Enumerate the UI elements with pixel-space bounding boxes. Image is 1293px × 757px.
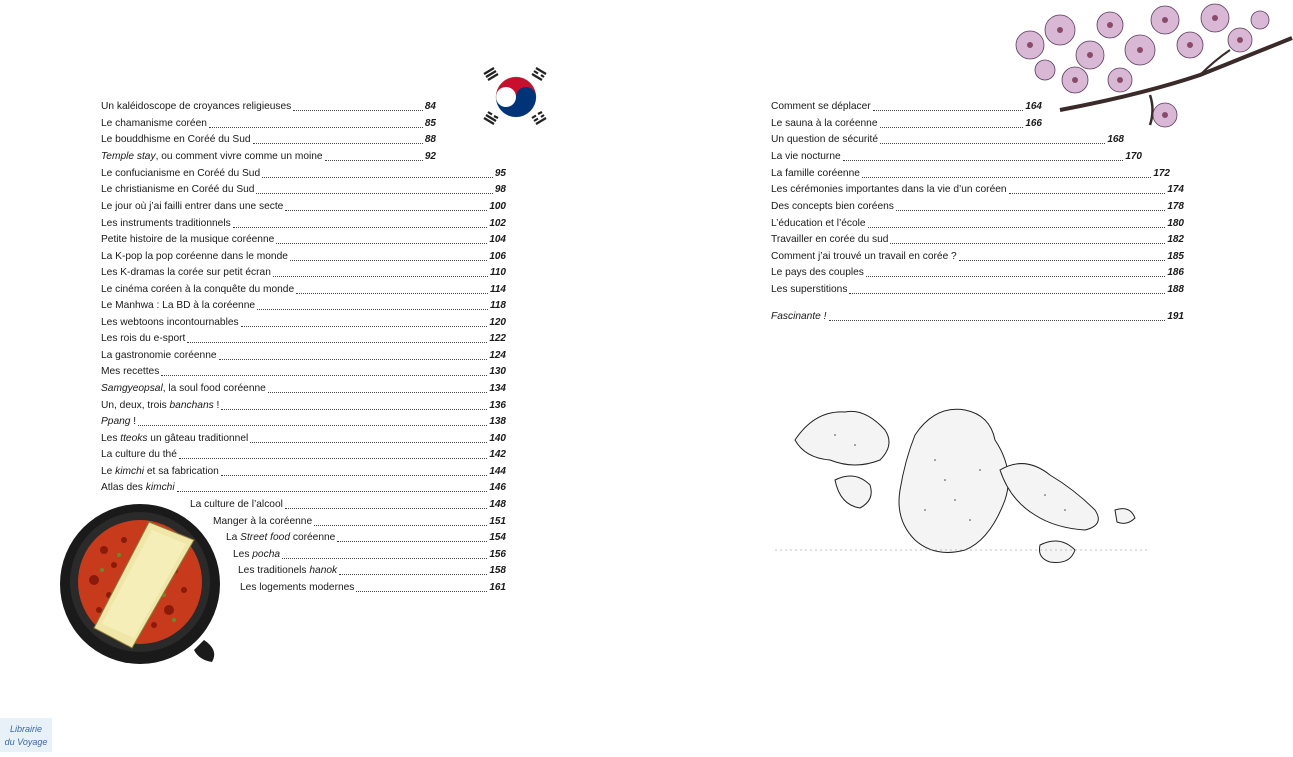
right-toc-page-number: 172 [1153, 168, 1170, 179]
dot-leader [959, 260, 1166, 261]
dot-leader [256, 193, 492, 194]
title-segment: Les [233, 549, 253, 560]
title-segment: Comment j’ai trouvé un travail en corée ? [771, 251, 957, 262]
left-toc-page-number: 98 [494, 184, 506, 195]
left-toc-entry-title [101, 415, 136, 429]
title-segment: La culture de l’alcool [190, 499, 283, 510]
right-toc-entry-title [771, 283, 847, 297]
left-toc-entry [101, 330, 506, 346]
left-toc-page-number: 146 [489, 482, 506, 493]
title-segment: Un question de sécurité [771, 134, 879, 145]
left-toc-entry [101, 198, 506, 214]
right-toc-page-number: 186 [1167, 267, 1184, 278]
left-toc-page-number: 124 [489, 350, 506, 361]
watermark-line1: Librairie [9, 724, 43, 734]
title-segment: La K-pop la pop coréenne dans le monde [101, 251, 288, 262]
left-toc-page-number: 134 [489, 383, 506, 394]
left-toc-entry-title [101, 399, 219, 413]
left-toc-entry-title [101, 283, 294, 297]
left-toc-page-number: 85 [424, 118, 436, 129]
dot-leader [177, 491, 488, 492]
left-toc-entry-title [101, 432, 248, 446]
left-toc-entry [101, 248, 506, 264]
right-toc-entry [771, 264, 1184, 280]
title-segment: Comment se déplacer [771, 101, 871, 112]
title-segment: , la soul food coréenne [162, 383, 266, 394]
left-toc-entry [233, 546, 506, 562]
left-toc-entry [101, 281, 506, 297]
right-toc-entry-title [771, 266, 864, 280]
left-toc-entry-title [101, 332, 185, 346]
title-segment: La famille coréenne [771, 168, 860, 179]
left-toc-page-number: 122 [489, 333, 506, 344]
left-toc-page-number: 158 [489, 565, 506, 576]
dot-leader [290, 260, 487, 261]
left-toc-entry-title [101, 316, 239, 330]
right-toc-entry-title [771, 200, 894, 214]
right-toc-entry [771, 308, 1184, 324]
cherry-blossom-illustration [1000, 0, 1293, 150]
right-toc-entry [771, 281, 1184, 297]
title-segment: Ppang [101, 416, 131, 427]
dot-leader [843, 160, 1124, 161]
left-toc-entry-title [101, 465, 219, 479]
title-segment: Le [101, 466, 116, 477]
title-segment: Le sauna à la coréenne [771, 118, 878, 129]
left-toc-entry [101, 479, 506, 495]
dot-leader [866, 276, 1165, 277]
dot-leader [187, 342, 487, 343]
title-segment: Le pays des couples [771, 267, 864, 278]
right-toc-page-number: 170 [1125, 151, 1142, 162]
left-toc-page-number: 84 [424, 101, 436, 112]
left-toc-page-number: 92 [424, 151, 436, 162]
right-toc-page-number: 178 [1167, 201, 1184, 212]
right-toc-entry-title [771, 310, 827, 324]
title-segment: Travailler en corée du sud [771, 234, 889, 245]
title-segment: La vie nocturne [771, 151, 841, 162]
left-toc-entry-title [101, 167, 260, 181]
left-toc-page-number: 100 [489, 201, 506, 212]
title-segment: La gastronomie coréenne [101, 350, 217, 361]
right-toc-entry [771, 165, 1170, 181]
right-toc-page-number: 164 [1025, 101, 1042, 112]
left-toc-entry-title [101, 266, 271, 280]
title-segment: Les rois du e-sport [101, 333, 186, 344]
dot-leader [262, 177, 493, 178]
title-segment: Le cinéma coréen à la conquête du monde [101, 284, 295, 295]
left-toc-entry [101, 181, 506, 197]
left-toc-entry-title [101, 217, 231, 231]
right-toc-page-number: 174 [1167, 184, 1184, 195]
dot-leader [1009, 193, 1166, 194]
title-segment: Les instruments traditionnels [101, 218, 231, 229]
left-toc-entry [238, 562, 506, 578]
right-toc-entry-title [771, 150, 841, 164]
left-toc-entry [226, 529, 506, 545]
dot-leader [890, 243, 1165, 244]
dot-leader [314, 525, 487, 526]
dot-leader [273, 276, 488, 277]
left-toc-entry-title [101, 349, 217, 363]
dot-leader [241, 326, 488, 327]
dot-leader [325, 160, 423, 161]
title-segment: kimchi [145, 482, 175, 493]
dot-leader [285, 210, 487, 211]
left-toc-entry-title [101, 365, 159, 379]
right-toc-entry [771, 181, 1184, 197]
title-segment: Les logements modernes [240, 582, 355, 593]
right-toc-entry-title [771, 217, 866, 231]
title-segment: kimchi [115, 466, 145, 477]
left-toc-entry [101, 297, 506, 313]
left-toc-entry [213, 513, 506, 529]
left-toc-page-number: 148 [489, 499, 506, 510]
dot-leader [138, 425, 487, 426]
left-toc-entry [101, 314, 506, 330]
left-toc-entry-title [101, 481, 175, 495]
left-toc-entry [101, 131, 436, 147]
dot-leader [161, 375, 487, 376]
title-segment: Les traditionels [238, 565, 310, 576]
dot-leader [268, 392, 487, 393]
left-toc-entry-title [101, 250, 288, 264]
left-toc-entry [101, 215, 506, 231]
dot-leader [868, 227, 1166, 228]
left-toc-entry [101, 430, 506, 446]
title-segment: Samgyeopsal [101, 383, 163, 394]
title-segment: pocha [252, 549, 281, 560]
left-toc-page-number: 156 [489, 549, 506, 560]
left-toc-page-number: 104 [489, 234, 506, 245]
rocky-islands-illustration [775, 400, 1150, 580]
right-toc-page-number: 191 [1167, 311, 1184, 322]
left-toc-entry-title [101, 183, 254, 197]
left-toc-entry-title [101, 448, 177, 462]
dot-leader [356, 591, 487, 592]
title-segment: Le christianisme en Coréé du Sud [101, 184, 255, 195]
right-toc-page-number: 188 [1167, 284, 1184, 295]
dot-leader [209, 127, 423, 128]
left-toc-page-number: 130 [489, 366, 506, 377]
title-segment: Les webtoons incontournables [101, 317, 239, 328]
dot-leader [219, 359, 488, 360]
left-toc-page-number: 120 [489, 317, 506, 328]
left-toc-entry-title [101, 150, 323, 164]
dot-leader [339, 574, 487, 575]
dot-leader [293, 110, 423, 111]
title-segment: coréenne [290, 532, 336, 543]
right-toc-page-number: 166 [1025, 118, 1042, 129]
right-toc-entry-title [771, 183, 1007, 197]
left-toc-entry-title [101, 233, 274, 247]
left-toc-page-number: 161 [489, 582, 506, 593]
left-toc-page-number: 102 [489, 218, 506, 229]
left-toc-entry [101, 397, 506, 413]
dot-leader [849, 293, 1165, 294]
right-toc-entry [771, 248, 1184, 264]
right-toc-entry [771, 148, 1142, 164]
left-toc-entry [101, 264, 506, 280]
title-segment: Les K-dramas la corée sur petit écran [101, 267, 271, 278]
left-toc-entry-title [226, 531, 335, 545]
right-toc-page-number: 180 [1167, 218, 1184, 229]
dot-leader [250, 442, 487, 443]
title-segment: banchans [169, 400, 214, 411]
title-segment: L’éducation et l’école [771, 218, 866, 229]
title-segment: tteoks [120, 433, 148, 444]
left-toc-page-number: 154 [489, 532, 506, 543]
left-toc-page-number: 88 [424, 134, 436, 145]
left-toc-page-number: 138 [489, 416, 506, 427]
dot-leader [233, 227, 488, 228]
dot-leader [862, 177, 1151, 178]
title-segment: Street food [240, 532, 291, 543]
dot-leader [896, 210, 1165, 211]
right-toc-page-number: 168 [1107, 134, 1124, 145]
left-toc-entry [101, 148, 436, 164]
dot-leader [276, 243, 487, 244]
title-segment: Manger à la coréenne [213, 516, 313, 527]
dot-leader [829, 320, 1166, 321]
right-toc-entry [771, 231, 1184, 247]
title-segment: Petite histoire de la musique coréenne [101, 234, 275, 245]
title-segment: Atlas des [101, 482, 146, 493]
left-toc-page-number: 114 [490, 284, 506, 295]
left-toc-entry-title [101, 100, 291, 114]
dot-leader [253, 143, 423, 144]
dot-leader [282, 558, 487, 559]
left-toc-page-number: 136 [489, 400, 506, 411]
right-toc-entry [771, 215, 1184, 231]
left-toc-page-number: 151 [489, 516, 506, 527]
dot-leader [179, 458, 487, 459]
left-toc-entry [240, 579, 506, 595]
dot-leader [296, 293, 488, 294]
title-segment: , ou comment vivre comme un moine [155, 151, 323, 162]
right-toc-page-number: 182 [1167, 234, 1184, 245]
kimchi-pan-illustration [54, 500, 226, 668]
title-segment: et sa fabrication [144, 466, 219, 477]
left-toc-page-number: 95 [494, 168, 506, 179]
left-toc-entry [101, 231, 506, 247]
dot-leader [337, 541, 487, 542]
title-segment: Un, deux, trois [101, 400, 170, 411]
right-toc-entry-title [771, 117, 878, 131]
left-toc-entry [101, 380, 506, 396]
title-segment: Le bouddhisme en Coréé du Sud [101, 134, 251, 145]
title-segment: ! [130, 416, 137, 427]
left-toc-page-number: 118 [490, 300, 506, 311]
left-toc-entry-title [101, 133, 251, 147]
right-toc-entry-title [771, 167, 860, 181]
title-segment: Le chamanisme coréen [101, 118, 207, 129]
left-toc-page-number: 144 [489, 466, 506, 477]
title-segment: un gâteau traditionnel [147, 433, 249, 444]
title-segment: Un kaléidoscope de croyances religieuses [101, 101, 292, 112]
right-toc-entry-title [771, 233, 888, 247]
dot-leader [257, 309, 488, 310]
title-segment: ! [213, 400, 220, 411]
left-toc-page-number: 110 [490, 267, 506, 278]
title-segment: Des concepts bien coréens [771, 201, 894, 212]
right-toc-entry-title [771, 133, 878, 147]
title-segment: La culture du thé [101, 449, 177, 460]
dot-leader [285, 508, 487, 509]
left-toc-entry [101, 98, 436, 114]
left-toc-entry-title [213, 515, 312, 529]
left-toc-entry [101, 413, 506, 429]
right-toc-entry-title [771, 250, 957, 264]
title-segment: Les cérémonies importantes dans la vie d’un coréen [771, 184, 1007, 195]
left-toc-entry [101, 363, 506, 379]
right-toc-entry [771, 198, 1184, 214]
title-segment: Mes recettes [101, 366, 160, 377]
title-segment: Le Manhwa : La BD à la coréenne [101, 300, 256, 311]
title-segment: Le confucianisme en Coréé du Sud [101, 168, 261, 179]
dot-leader [221, 409, 487, 410]
left-toc-entry [101, 115, 436, 131]
right-toc-entry-title [771, 100, 871, 114]
left-toc-page-number: 106 [489, 251, 506, 262]
title-segment: La [226, 532, 241, 543]
left-toc-page-number: 142 [489, 449, 506, 460]
right-toc-page-number: 185 [1167, 251, 1184, 262]
dot-leader [221, 475, 488, 476]
title-segment: Le jour où j’ai failli entrer dans une secte [101, 201, 284, 212]
left-toc-entry-title [240, 581, 354, 595]
title-segment: Fascinante ! [771, 311, 827, 322]
left-toc-entry [190, 496, 506, 512]
watermark-logo [0, 718, 52, 752]
left-toc-entry-title [101, 382, 266, 396]
title-segment: Les [101, 433, 121, 444]
left-toc-entry-title [101, 117, 207, 131]
title-segment: hanok [309, 565, 338, 576]
left-toc-entry-title [101, 299, 255, 313]
left-toc-page-number: 140 [489, 433, 506, 444]
left-toc-entry [101, 165, 506, 181]
title-segment: Temple stay [101, 151, 156, 162]
watermark-line2: du Voyage [4, 737, 48, 747]
left-toc-entry [101, 463, 506, 479]
left-toc-entry [101, 347, 506, 363]
title-segment: Les superstitions [771, 284, 848, 295]
left-toc-entry-title [101, 200, 283, 214]
left-toc-entry-title [233, 548, 280, 562]
left-toc-entry-title [238, 564, 337, 578]
left-toc-entry [101, 446, 506, 462]
korean-flag-illustration [480, 66, 552, 128]
